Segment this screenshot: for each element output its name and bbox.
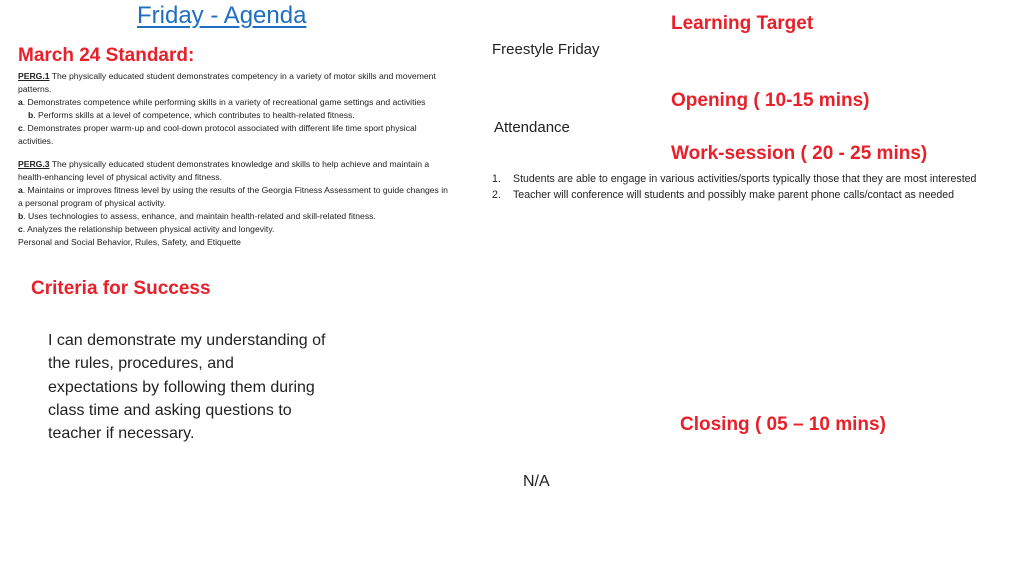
opening-text: Attendance xyxy=(494,119,570,136)
perg3-footer: Personal and Social Behavior, Rules, Safety, and Etiquette xyxy=(18,236,241,247)
perg1-a: a. Demonstrates competence while performing skills in a variety of recreational game settings and activities xyxy=(18,96,426,107)
perg3-a: a. Maintains or improves fitness level by using the results of the Georgia Fitness Assessment to guide changes in a personal program of physical activity. xyxy=(18,185,448,209)
standard-heading: March 24 Standard: xyxy=(18,45,195,66)
closing-text: N/A xyxy=(523,473,550,490)
list-item: 2. Teacher will conference will students and possibly make parent phone calls/contact as needed xyxy=(492,188,955,201)
criteria-heading: Criteria for Success xyxy=(31,278,211,299)
perg3-intro: PERG.3 The physically educated student demonstrates knowledge and skills to help achieve and maintain a health-enhancing level of physical activity and fitness. xyxy=(18,159,430,183)
perg1-c: c. Demonstrates proper warm-up and cool-down protocol associated with different life time sport physical activities. xyxy=(18,122,417,146)
perg1-intro: PERG.1 The physically educated student demonstrates competency in a variety of motor skills and movement patterns. xyxy=(18,71,436,94)
work-session-heading: Work-session ( 20 - 25 mins) xyxy=(671,143,928,164)
list-item: 1. Students are able to engage in various activities/sports typically those that they are most interested xyxy=(492,173,977,185)
criteria-text: I can demonstrate my understanding of the rules, procedures, and expectations by following them during class time and asking questions to teacher if necessary. xyxy=(48,332,326,443)
perg3-b: b. Uses technologies to assess, enhance, and maintain health-related and skill-related fitness. xyxy=(18,211,376,222)
perg3-c: c. Analyzes the relationship between physical activity and longevity. xyxy=(18,223,275,234)
perg3-code: PERG.3 xyxy=(18,159,50,170)
learning-target-heading: Learning Target xyxy=(671,13,814,34)
page-title: Friday - Agenda xyxy=(137,2,307,29)
work-session-list xyxy=(492,172,982,203)
opening-heading: Opening ( 10-15 mins) xyxy=(671,90,870,111)
standards-block xyxy=(18,70,450,249)
learning-target-text: Freestyle Friday xyxy=(492,41,600,58)
closing-heading: Closing ( 05 – 10 mins) xyxy=(680,414,886,435)
perg1-b: b. Performs skills at a level of competence, which contributes to health-related fitness. xyxy=(28,109,355,120)
perg1-code: PERG.1 xyxy=(18,71,50,81)
